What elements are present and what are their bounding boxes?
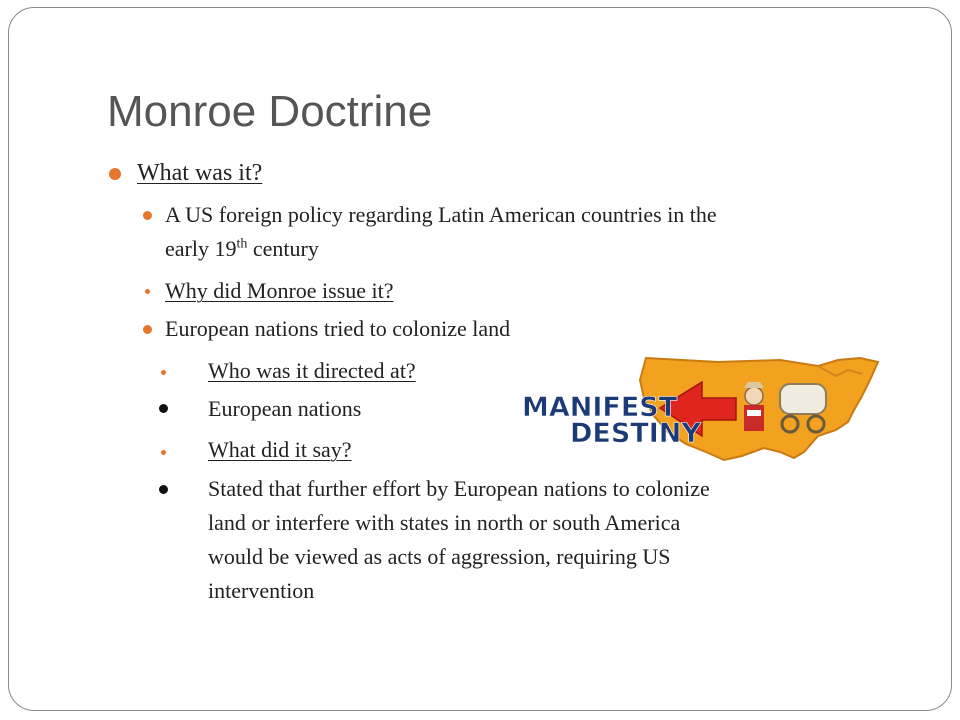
manifest-destiny-image — [518, 352, 883, 462]
bullet-level3-small — [161, 370, 166, 375]
bullet-level3 — [159, 485, 168, 494]
caption-manifest: MANIFEST — [522, 392, 678, 423]
answer-statement-line3: would be viewed as acts of aggression, requiring US — [208, 544, 671, 569]
settler-figure-icon — [745, 387, 763, 405]
answer-colonize: European nations tried to colonize land — [165, 316, 511, 341]
answer-policy-line2: early 19th century — [165, 236, 319, 261]
bullet-level2 — [143, 211, 152, 220]
answer-european-nations: European nations — [208, 396, 362, 421]
question-what-was-it: What was it? — [137, 160, 263, 186]
bullet-level3-small — [161, 450, 166, 455]
bullet-level3 — [159, 404, 168, 413]
question-what-say: What did it say? — [208, 437, 352, 462]
answer-statement-line2: land or interfere with states in north or south America — [208, 510, 681, 535]
bullet-level2 — [143, 325, 152, 334]
slide-title: Monroe Doctrine — [107, 87, 433, 136]
answer-statement-line4: intervention — [208, 578, 315, 603]
answer-policy-line1: A US foreign policy regarding Latin American countries in the — [165, 202, 717, 227]
answer-statement-line1: Stated that further effort by European nations to colonize — [208, 476, 710, 501]
bullet-level1 — [109, 168, 121, 180]
question-why-issue: Why did Monroe issue it? — [165, 278, 394, 303]
caption-destiny: DESTINY — [570, 418, 701, 449]
bullet-level2-small — [145, 289, 150, 294]
wagon-cover-icon — [780, 384, 826, 414]
question-directed-at: Who was it directed at? — [208, 358, 416, 383]
